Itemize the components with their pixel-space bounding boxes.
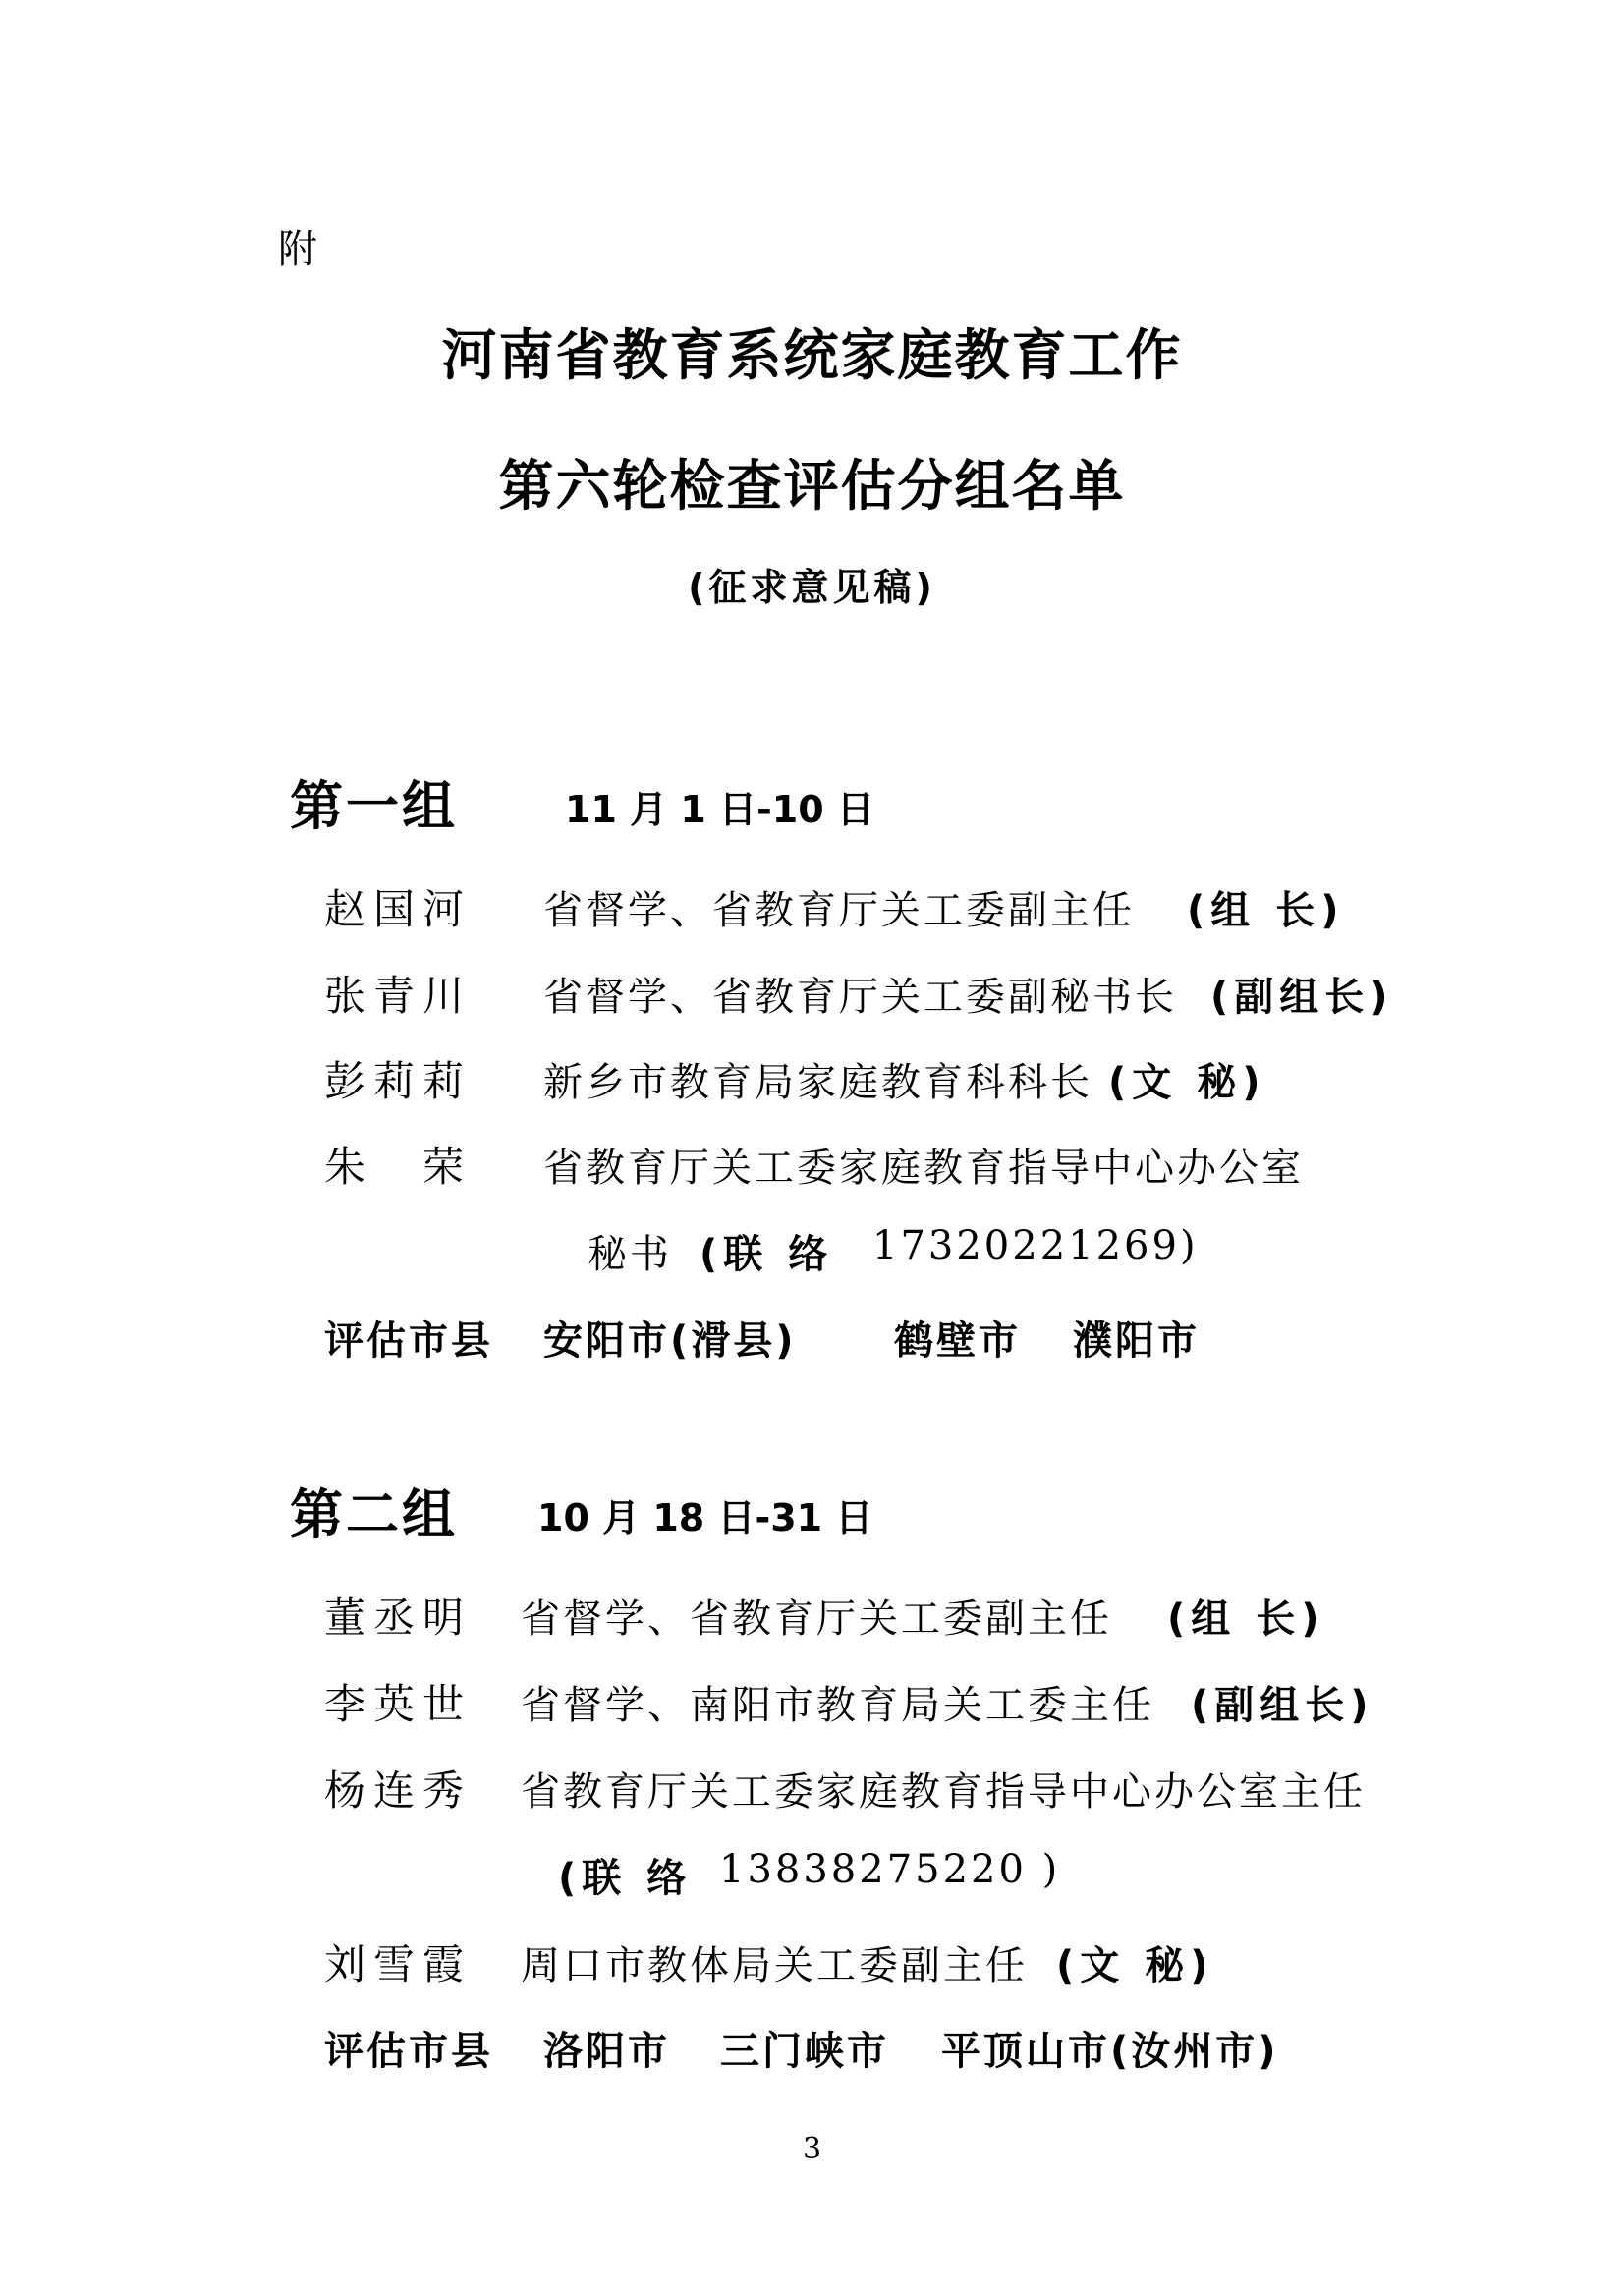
group-2-member-1-name: 董丞明 (324, 1594, 473, 1642)
group-1-eval-city-2: 鹤壁市 (894, 1318, 1021, 1364)
group-2-name: 第二组 (290, 1484, 458, 1545)
group-1-member-2-role: (副组长) (1210, 975, 1394, 1020)
document-title-line1: 河南省教育系统家庭教育工作 (441, 324, 1183, 388)
group-2-member-2-role: (副组长) (1191, 1683, 1374, 1728)
group-1-member-1-title: 省督学、省教育厅关工委副主任 (543, 888, 1135, 933)
attachment-label: 附 (278, 227, 317, 272)
group-1-member-4-title: 省教育厅关工委家庭教育指导中心办公室 (543, 1146, 1304, 1191)
group-1-member-1-name: 赵国河 (324, 885, 473, 933)
group-2-member-2-title: 省督学、南阳市教育局关工委主任 (521, 1683, 1154, 1728)
group-1-member-4-title-cont: 秘书 (588, 1232, 672, 1277)
group-2-contact-label: (联 络 (558, 1856, 693, 1901)
group-2-eval-city-3: 平顶山市(汝州市) (941, 2029, 1279, 2074)
group-1-member-3-name: 彭莉莉 (324, 1057, 473, 1105)
group-2-member-2-name: 李英世 (324, 1680, 473, 1728)
group-2-eval-city-1: 洛阳市 (543, 2029, 670, 2074)
group-1-member-1-role: (组 长) (1187, 888, 1345, 933)
group-1-member-3-title: 新乡市教育局家庭教育科科长 (543, 1060, 1092, 1105)
group-1-name: 第一组 (290, 775, 458, 837)
group-2-eval-city-2: 三门峡市 (720, 2029, 889, 2074)
group-1-member-2-title: 省督学、省教育厅关工委副秘书长 (543, 975, 1177, 1020)
group-2-member-4-name: 刘雪霞 (324, 1940, 473, 1988)
group-2-eval-label: 评估市县 (324, 2029, 493, 2074)
document-title-line2: 第六轮检查评估分组名单 (498, 455, 1126, 519)
group-2-contact-phone: 13838275220 ) (719, 1847, 1061, 1892)
page-number: 3 (802, 2132, 822, 2166)
group-2-dates: 10 月 18 日-31 日 (537, 1496, 873, 1540)
group-2-member-1-role: (组 长) (1167, 1596, 1325, 1642)
document-subtitle: (征求意见稿) (688, 566, 936, 609)
group-2-member-1-title: 省督学、省教育厅关工委副主任 (521, 1596, 1112, 1642)
group-2-member-4-title: 周口市教体局关工委副主任 (521, 1943, 1028, 1988)
group-1-contact-phone: 17320221269) (872, 1223, 1199, 1268)
group-1-eval-city-3: 濮阳市 (1073, 1318, 1200, 1364)
group-2-member-4-role: (文 秘) (1056, 1943, 1214, 1988)
group-1-member-2-name: 张青川 (324, 972, 473, 1020)
group-1-member-4-name: 朱 荣 (324, 1143, 473, 1191)
group-2-member-3-name: 杨连秀 (324, 1766, 473, 1815)
group-2-member-3-title: 省教育厅关工委家庭教育指导中心办公室主任 (521, 1769, 1366, 1815)
group-1-dates: 11 月 1 日-10 日 (565, 788, 874, 831)
group-1-contact-label: (联 络 (700, 1232, 834, 1277)
group-1-eval-city-1: 安阳市(滑县) (543, 1318, 797, 1364)
group-1-eval-label: 评估市县 (324, 1318, 493, 1364)
group-1-member-3-role: (文 秘) (1108, 1060, 1266, 1105)
